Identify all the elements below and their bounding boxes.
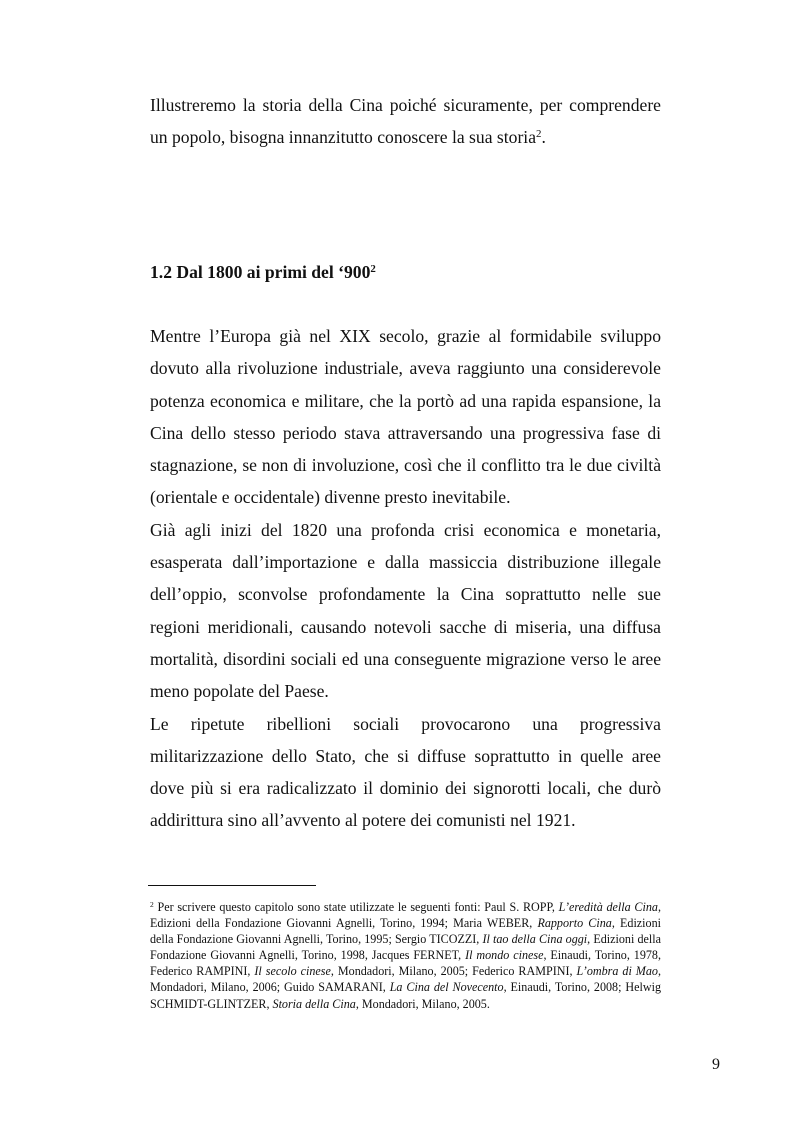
body-paragraph-1: Mentre l’Europa già nel XIX secolo, grazie al formidabile sviluppo dovuto alla rivoluzione industriale, aveva raggiunto una considerevole potenza economica e militare, che la portò ad una rapida espansione, la Cina dello stesso periodo stava attraversando una progressiva fase di stagnazione, se non di involuzione, così che il conflitto tra le due civiltà (orientale e occidentale) divenne presto inevitabile. <box>150 326 661 508</box>
footnote-segment: , Mondadori, Milano, 2005; Federico RAMPINI, <box>330 964 577 979</box>
footnote-text <box>150 900 661 1011</box>
footnote-segment: , Mondadori, Milano, 2005. <box>355 996 490 1011</box>
footnote-title: Il secolo cinese <box>254 964 331 979</box>
footnote-reference: 2 <box>536 128 542 141</box>
footnote-segment: , Edizioni della Fondazione Giovanni Agnelli, Torino, 1998, Jacques FERNET, <box>150 932 661 963</box>
footnote-segment: , Einaudi, Torino, 1978, Federico RAMPINI, <box>150 948 661 979</box>
footnote-separator <box>148 885 316 886</box>
footnote-segment: , Einaudi, Torino, 2008; Helwig SCHMIDT-GLINTZER, <box>150 980 661 1011</box>
section-heading-text: 1.2 Dal 1800 ai primi del ‘900 <box>150 262 371 282</box>
footnote-title: Rapporto Cina <box>537 916 612 931</box>
body-paragraph-2: Già agli inizi del 1820 una profonda crisi economica e monetaria, esasperata dall’importazione e dalla massiccia distribuzione illegale dell’oppio, sconvolse profondamente la Cina soprattutto nelle sue regioni meridionali, causando notevoli sacche di miseria, una diffusa mortalità, disordini sociali ed una conseguente migrazione verso le aree meno popolate del Paese. <box>150 519 661 702</box>
heading-footnote-reference: 2 <box>370 263 376 275</box>
section-heading <box>150 256 376 288</box>
footnote-title: Storia della Cina <box>272 996 356 1011</box>
footnote-marker: 2 <box>150 899 154 909</box>
footnote-segment: , Edizioni della Fondazione Giovanni Agnelli, Torino, 1994; Maria WEBER, <box>150 900 661 931</box>
intro-paragraph <box>150 89 661 154</box>
intro-text-line <box>150 89 661 154</box>
footnote-title: Il tao della Cina oggi <box>482 932 588 947</box>
body-paragraph-3: Le ripetute ribellioni sociali provocarono una progressiva militarizzazione dello Stato, che si diffuse soprattutto in quelle aree dove più si era radicalizzato il dominio dei signorotti locali, che durò addirittura sino all’avvento al potere dei comunisti nel 1921. <box>150 713 661 831</box>
intro-end: . <box>541 127 546 148</box>
footnote-segment: , Edizioni della Fondazione Giovanni Agnelli, Torino, 1995; Sergio TICOZZI, <box>150 916 661 947</box>
footnote-title: La Cina del Novecento <box>389 980 504 995</box>
footnote-title: Il mondo cinese <box>465 948 544 963</box>
section-body <box>150 320 661 837</box>
intro-text: Illustreremo la storia della Cina poiché sicuramente, per comprendere un popolo, bisogna innanzitutto conoscere la sua storia <box>150 95 661 148</box>
footnote-segment: Per scrivere questo capitolo sono state utilizzate le seguenti fonti: Paul S. ROPP, <box>157 900 559 914</box>
footnote-title: L’ombra di Mao <box>576 964 658 979</box>
footnote-title: L’eredità della Cina <box>558 900 658 914</box>
page-number: 9 <box>712 1056 720 1073</box>
footnote <box>150 899 661 1012</box>
footnote-segment: , Mondadori, Milano, 2006; Guido SAMARANI, <box>150 964 662 995</box>
